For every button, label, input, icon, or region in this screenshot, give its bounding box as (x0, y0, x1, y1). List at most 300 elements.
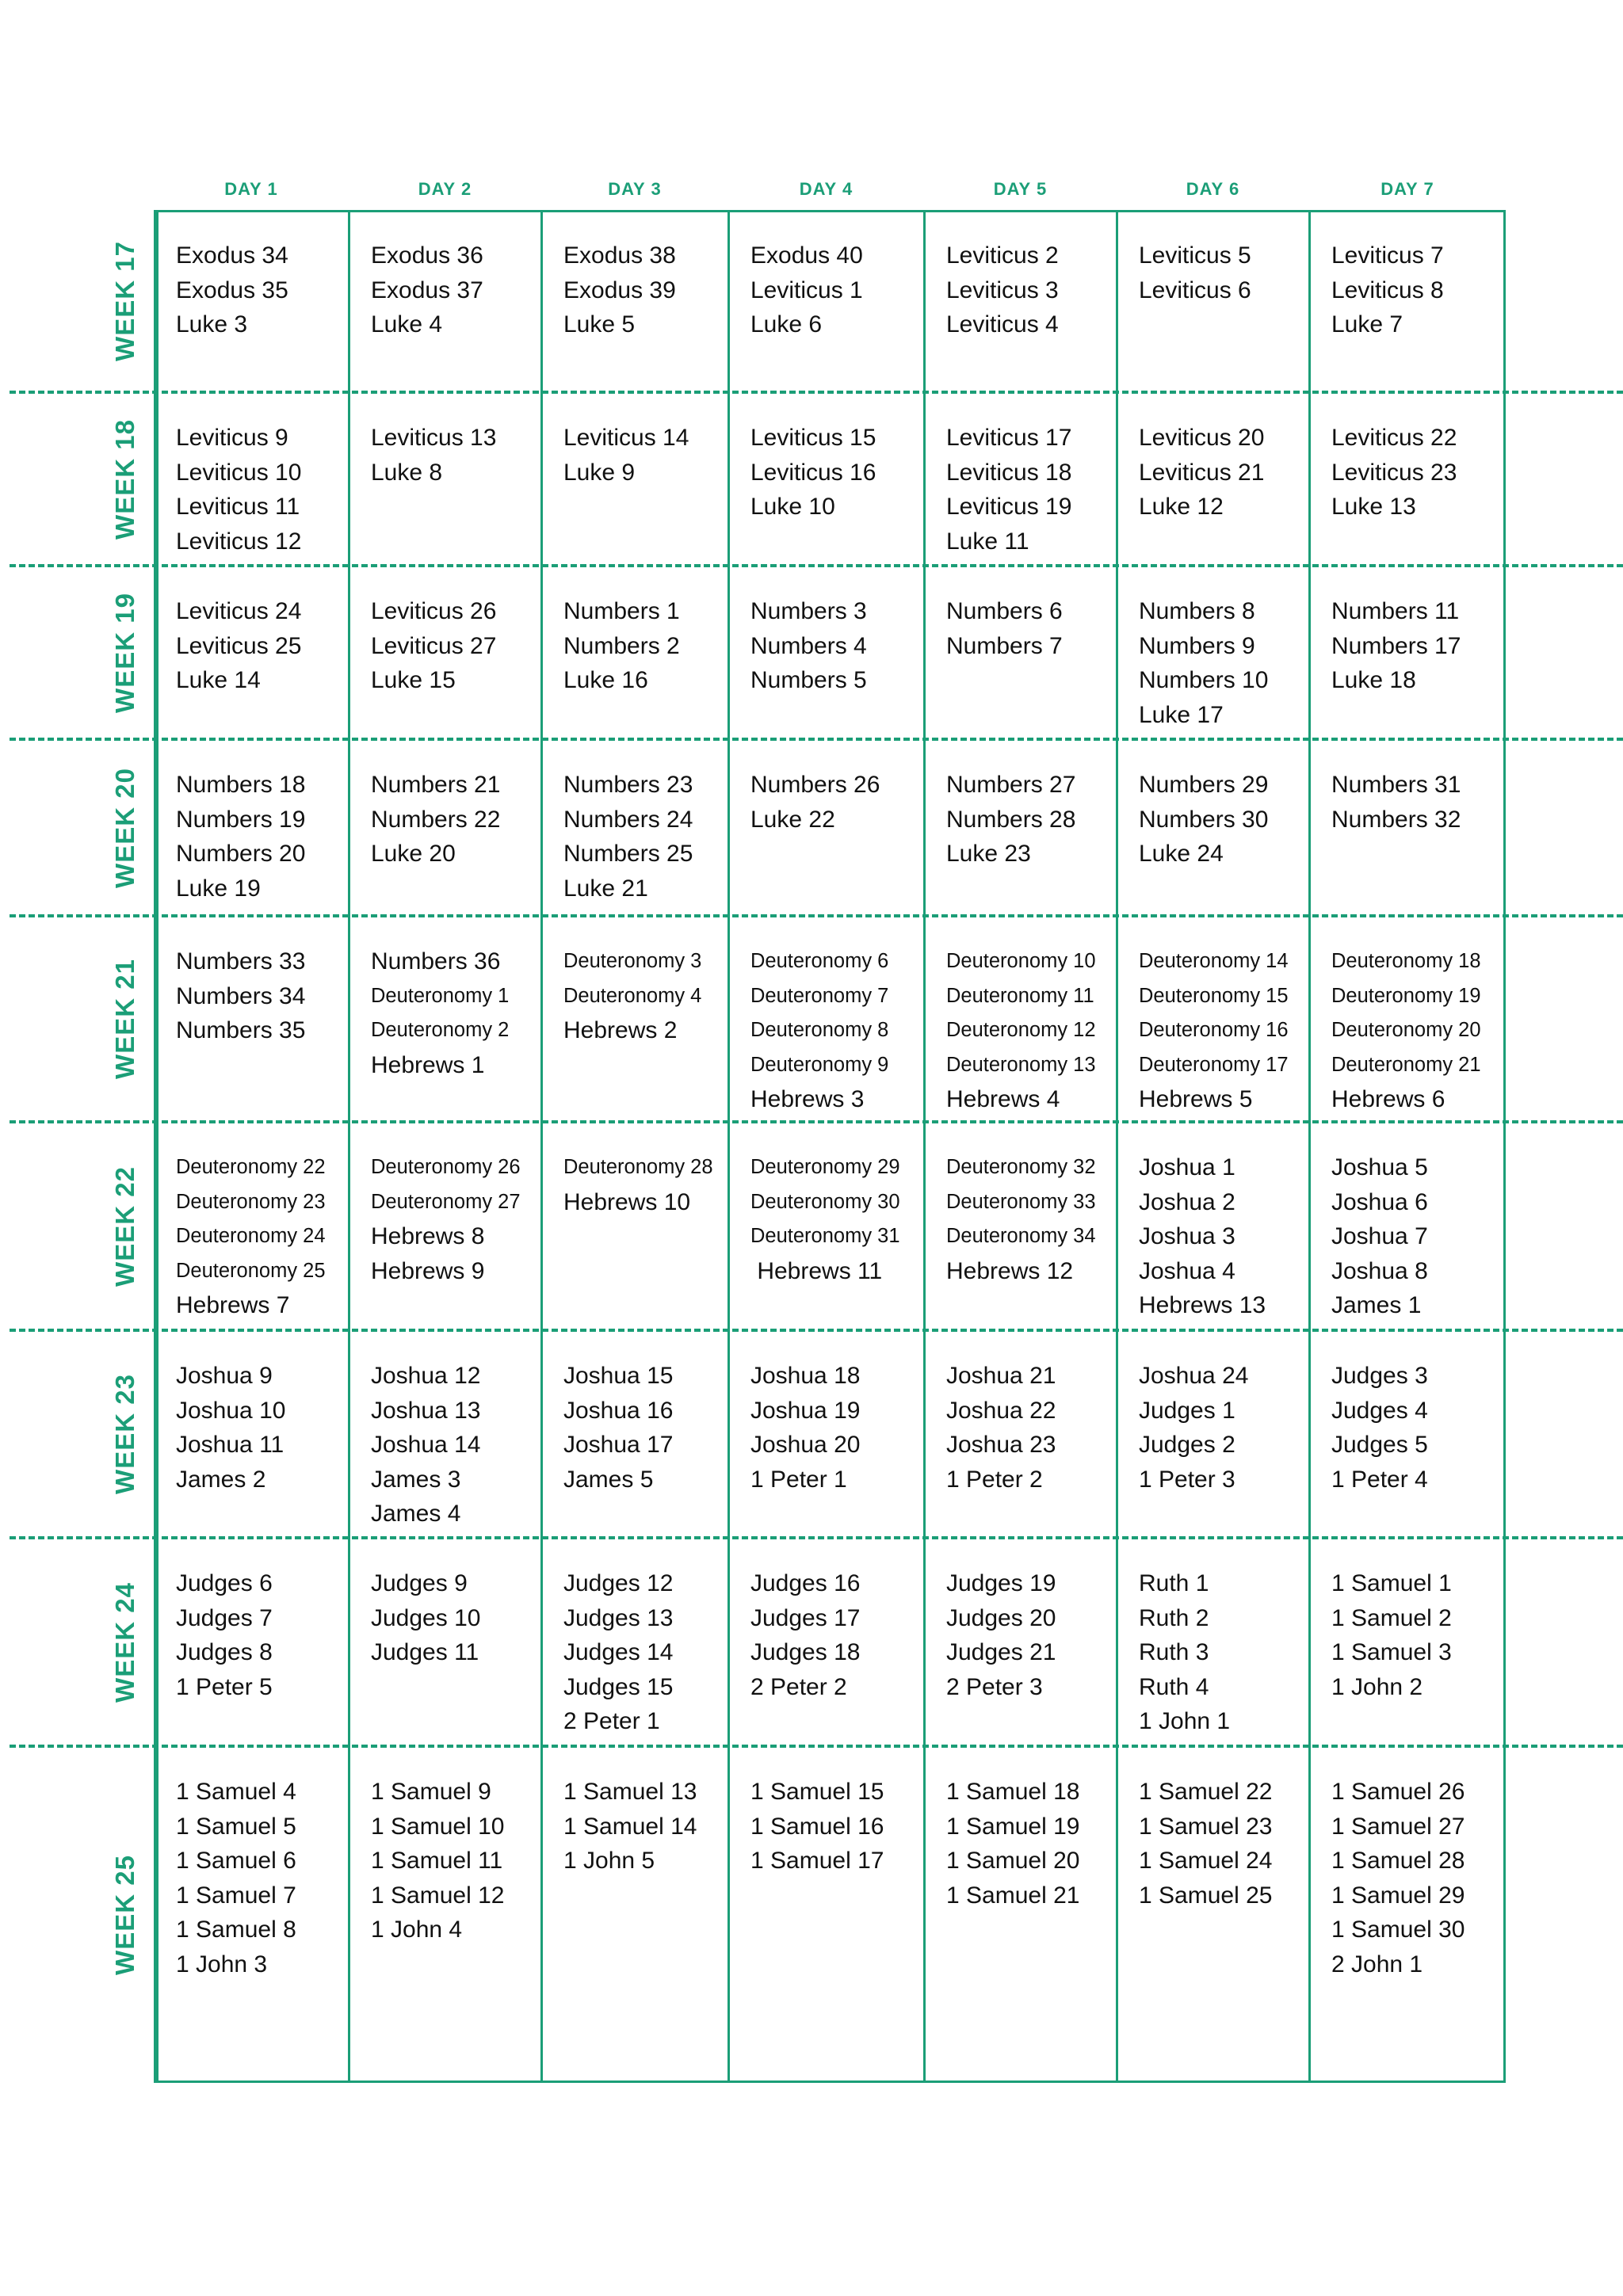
reading-entry: Joshua 7 (1331, 1223, 1428, 1249)
reading-entry: 1 Samuel 25 (1139, 1882, 1273, 1909)
reading-entry: Leviticus 5 (1139, 242, 1251, 269)
reading-entry: 1 Samuel 22 (1139, 1779, 1273, 1805)
reading-entry: Numbers 19 (176, 806, 306, 833)
reading-entry: 1 Samuel 26 (1331, 1779, 1465, 1805)
reading-entry: Luke 21 (563, 875, 648, 902)
day-cell (750, 1359, 921, 1497)
reading-entry: Joshua 13 (371, 1397, 481, 1424)
reading-entry: Numbers 2 (563, 632, 680, 659)
reading-entry: Joshua 18 (750, 1363, 861, 1389)
reading-entry: Numbers 22 (371, 806, 501, 833)
reading-entry: Joshua 15 (563, 1363, 674, 1389)
reading-entry: Deuteronomy 13 (946, 1053, 1096, 1076)
reading-entry: Leviticus 8 (1331, 277, 1444, 303)
reading-entry: Luke 6 (750, 311, 823, 338)
column-divider (348, 210, 350, 2083)
reading-entry: Exodus 34 (176, 242, 288, 269)
day-cell (371, 944, 538, 1082)
reading-entry: Numbers 28 (946, 806, 1076, 833)
day-cell (946, 944, 1113, 1117)
reading-entry: Judges 15 (563, 1673, 674, 1700)
day-header-6: DAY 6 (1186, 179, 1240, 199)
reading-entry: 1 Peter 4 (1331, 1466, 1428, 1493)
reading-entry: Deuteronomy 3 (563, 950, 702, 972)
reading-entry: 1 Samuel 18 (946, 1779, 1080, 1805)
day-cell (946, 1359, 1113, 1497)
day-cell (563, 768, 725, 906)
day-cell (1331, 944, 1503, 1117)
reading-entry: Deuteronomy 31 (750, 1225, 900, 1247)
day-cell (371, 1359, 538, 1531)
reading-entry: Deuteronomy 28 (563, 1156, 713, 1178)
day-cell (1139, 944, 1306, 1117)
reading-entry: Judges 13 (563, 1604, 674, 1631)
reading-entry: Numbers 3 (750, 598, 867, 624)
week-label-text: WEEK 21 (110, 959, 139, 1079)
reading-entry: Judges 4 (1331, 1397, 1428, 1424)
reading-entry: Judges 18 (750, 1639, 861, 1665)
reading-entry: Exodus 35 (176, 277, 288, 303)
day-cell (563, 1150, 725, 1219)
reading-entry: Leviticus 3 (946, 277, 1059, 303)
day-cell (946, 421, 1113, 559)
week-divider (10, 1745, 1623, 1748)
reading-entry: Joshua 24 (1139, 1363, 1249, 1389)
reading-entry: Joshua 9 (176, 1363, 273, 1389)
reading-entry: Luke 20 (371, 841, 456, 867)
reading-entry: James 1 (1331, 1292, 1422, 1318)
week-label-text: WEEK 20 (110, 767, 139, 888)
reading-entry: 1 John 5 (563, 1848, 655, 1874)
reading-entry: Joshua 20 (750, 1432, 861, 1458)
reading-entry: Judges 12 (563, 1570, 674, 1596)
day-cell (750, 1775, 921, 1878)
reading-entry: Luke 4 (371, 311, 443, 338)
reading-entry: Luke 15 (371, 667, 456, 693)
reading-entry: Deuteronomy 19 (1331, 984, 1481, 1007)
day-cell (563, 1566, 725, 1739)
day-cell (176, 1359, 346, 1497)
reading-entry: Deuteronomy 1 (371, 984, 510, 1007)
week-divider (10, 1120, 1623, 1123)
reading-entry: Hebrews 3 (750, 1086, 865, 1112)
day-cell (1139, 421, 1306, 524)
reading-entry: Luke 24 (1139, 841, 1224, 867)
day-cell (1331, 768, 1503, 837)
reading-entry: Hebrews 10 (563, 1188, 691, 1215)
reading-entry: 1 Samuel 7 (176, 1882, 296, 1909)
reading-entry: Luke 12 (1139, 494, 1224, 520)
reading-entry: Hebrews 12 (946, 1257, 1074, 1284)
reading-entry: James 3 (371, 1466, 461, 1493)
reading-entry: Leviticus 21 (1139, 459, 1265, 486)
day-cell (750, 238, 921, 342)
day-cell (1139, 1775, 1306, 1913)
reading-entry: Exodus 37 (371, 277, 483, 303)
week-label-text: WEEK 17 (110, 241, 139, 361)
day-cell (176, 944, 346, 1048)
reading-entry: 1 Samuel 11 (371, 1848, 503, 1874)
reading-entry: Ruth 3 (1139, 1639, 1209, 1665)
day-cell (371, 768, 538, 871)
reading-entry: Leviticus 27 (371, 632, 497, 659)
reading-entry: Deuteronomy 17 (1139, 1053, 1289, 1076)
reading-entry: 1 Samuel 24 (1139, 1848, 1273, 1874)
reading-entry: 1 Samuel 12 (371, 1882, 505, 1909)
reading-entry: Luke 14 (176, 667, 261, 693)
reading-entry: Joshua 8 (1331, 1257, 1428, 1284)
reading-entry: 1 Samuel 8 (176, 1917, 296, 1943)
week-divider (10, 914, 1623, 917)
reading-entry: Leviticus 24 (176, 598, 302, 624)
reading-entry: 2 John 1 (1331, 1951, 1423, 1978)
reading-entry: Hebrews 9 (371, 1257, 485, 1284)
week-divider (10, 1329, 1623, 1332)
reading-entry: Luke 3 (176, 311, 248, 338)
reading-entry: 2 Peter 1 (563, 1708, 660, 1734)
reading-entry: Luke 9 (563, 459, 636, 486)
day-cell (1331, 1566, 1503, 1704)
reading-entry: Numbers 33 (176, 948, 306, 974)
reading-entry: Hebrews 1 (371, 1051, 485, 1078)
reading-entry: 1 Samuel 19 (946, 1813, 1080, 1840)
day-cell (371, 1566, 538, 1670)
reading-entry: 1 Samuel 2 (1331, 1604, 1452, 1631)
reading-entry: 1 Samuel 15 (750, 1779, 884, 1805)
reading-entry: Joshua 23 (946, 1432, 1056, 1458)
reading-entry: Numbers 23 (563, 772, 693, 798)
reading-entry: Leviticus 14 (563, 425, 689, 451)
reading-entry: Leviticus 4 (946, 311, 1059, 338)
reading-entry: Judges 16 (750, 1570, 861, 1596)
week-divider (10, 391, 1623, 394)
reading-entry: Numbers 31 (1331, 772, 1461, 798)
reading-entry: Luke 23 (946, 841, 1031, 867)
reading-entry: Judges 6 (176, 1570, 273, 1596)
reading-entry: Judges 5 (1331, 1432, 1428, 1458)
reading-entry: Deuteronomy 23 (176, 1190, 326, 1213)
column-divider (1116, 210, 1118, 2083)
reading-entry: Exodus 38 (563, 242, 676, 269)
reading-entry: Joshua 21 (946, 1363, 1056, 1389)
day-cell (1139, 594, 1306, 732)
reading-entry: 1 Samuel 17 (750, 1848, 884, 1874)
reading-entry: 1 Peter 2 (946, 1466, 1043, 1493)
reading-entry: Numbers 25 (563, 841, 693, 867)
reading-entry: Numbers 24 (563, 806, 693, 833)
reading-entry: Judges 17 (750, 1604, 861, 1631)
reading-entry: Joshua 4 (1139, 1257, 1235, 1284)
reading-entry: Deuteronomy 32 (946, 1156, 1096, 1178)
reading-entry: 1 Peter 5 (176, 1673, 273, 1700)
reading-entry: Deuteronomy 18 (1331, 950, 1481, 972)
day-header-3: DAY 3 (608, 179, 662, 199)
reading-entry: 1 Samuel 23 (1139, 1813, 1273, 1840)
reading-entry: Numbers 5 (750, 667, 867, 693)
reading-entry: Leviticus 18 (946, 459, 1072, 486)
reading-entry: Luke 22 (750, 806, 835, 833)
reading-entry: Hebrews 11 (750, 1257, 883, 1284)
reading-entry: Numbers 21 (371, 772, 501, 798)
day-cell (371, 594, 538, 698)
reading-entry: Leviticus 25 (176, 632, 302, 659)
reading-entry: Deuteronomy 14 (1139, 950, 1289, 972)
week-label-text: WEEK 25 (110, 1854, 139, 1975)
reading-entry: Hebrews 7 (176, 1292, 290, 1318)
reading-entry: Judges 8 (176, 1639, 273, 1665)
day-cell (563, 421, 725, 490)
day-cell (946, 768, 1113, 871)
day-cell (176, 421, 346, 559)
reading-entry: 1 Samuel 16 (750, 1813, 884, 1840)
reading-entry: Deuteronomy 12 (946, 1019, 1096, 1041)
day-cell (176, 594, 346, 698)
day-cell (371, 1775, 538, 1947)
day-header-4: DAY 4 (799, 179, 854, 199)
reading-entry: Luke 7 (1331, 311, 1403, 338)
reading-entry: Deuteronomy 21 (1331, 1053, 1481, 1076)
reading-entry: 1 Samuel 27 (1331, 1813, 1465, 1840)
reading-entry: Numbers 29 (1139, 772, 1269, 798)
reading-entry: Joshua 17 (563, 1432, 674, 1458)
reading-entry: 1 Samuel 10 (371, 1813, 505, 1840)
reading-entry: 1 Samuel 20 (946, 1848, 1080, 1874)
reading-entry: Judges 3 (1331, 1363, 1428, 1389)
reading-entry: Deuteronomy 15 (1139, 984, 1289, 1007)
day-cell (750, 768, 921, 837)
reading-entry: Deuteronomy 29 (750, 1156, 900, 1178)
day-cell (1331, 1359, 1503, 1497)
reading-entry: 1 Peter 1 (750, 1466, 847, 1493)
reading-entry: Numbers 27 (946, 772, 1076, 798)
day-cell (1139, 1359, 1306, 1497)
reading-entry: Judges 19 (946, 1570, 1056, 1596)
day-cell (946, 238, 1113, 342)
week-divider (10, 564, 1623, 567)
week-label-text: WEEK 22 (110, 1165, 139, 1287)
reading-entry: Deuteronomy 24 (176, 1225, 326, 1247)
day-cell (563, 944, 725, 1048)
reading-entry: Numbers 1 (563, 598, 680, 624)
day-cell (371, 238, 538, 342)
reading-entry: Numbers 4 (750, 632, 867, 659)
day-cell (1139, 768, 1306, 871)
reading-entry: Leviticus 12 (176, 528, 302, 555)
day-cell (1139, 1566, 1306, 1739)
week-label-text: WEEK 19 (110, 592, 139, 713)
reading-entry: Leviticus 11 (176, 494, 300, 520)
reading-entry: 1 Samuel 4 (176, 1779, 296, 1805)
reading-entry: Numbers 26 (750, 772, 880, 798)
day-cell (1331, 1775, 1503, 1981)
reading-entry: 1 Samuel 3 (1331, 1639, 1452, 1665)
reading-entry: Deuteronomy 20 (1331, 1019, 1481, 1041)
reading-entry: 2 Peter 2 (750, 1673, 847, 1700)
reading-entry: Leviticus 7 (1331, 242, 1444, 269)
day-cell (1331, 421, 1503, 524)
week-label-text: WEEK 23 (110, 1374, 139, 1494)
reading-entry: Deuteronomy 27 (371, 1190, 521, 1213)
reading-entry: Joshua 12 (371, 1363, 481, 1389)
day-cell (1331, 1150, 1503, 1323)
reading-entry: Luke 18 (1331, 667, 1416, 693)
reading-entry: 1 Samuel 6 (176, 1848, 296, 1874)
reading-entry: Deuteronomy 2 (371, 1019, 510, 1041)
day-cell (1331, 238, 1503, 342)
reading-entry: Ruth 2 (1139, 1604, 1209, 1631)
reading-entry: 1 Samuel 28 (1331, 1848, 1465, 1874)
reading-entry: Numbers 8 (1139, 598, 1255, 624)
reading-entry: Hebrews 2 (563, 1017, 678, 1043)
reading-entry: Joshua 6 (1331, 1188, 1428, 1215)
reading-entry: Deuteronomy 10 (946, 950, 1096, 972)
reading-entry: Luke 13 (1331, 494, 1416, 520)
reading-entry: Joshua 11 (176, 1432, 285, 1458)
reading-entry: Ruth 4 (1139, 1673, 1209, 1700)
reading-entry: Joshua 16 (563, 1397, 674, 1424)
reading-entry: Ruth 1 (1139, 1570, 1209, 1596)
reading-entry: Hebrews 4 (946, 1086, 1060, 1112)
day-cell (750, 1566, 921, 1704)
reading-entry: Judges 9 (371, 1570, 468, 1596)
week-label-text: WEEK 24 (110, 1581, 139, 1703)
reading-entry: 1 John 1 (1139, 1708, 1231, 1734)
reading-entry: Leviticus 20 (1139, 425, 1265, 451)
day-cell (946, 1150, 1113, 1288)
reading-entry: Leviticus 17 (946, 425, 1072, 451)
day-header-5: DAY 5 (993, 179, 1048, 199)
week-label-text: WEEK 18 (110, 418, 139, 540)
reading-entry: Leviticus 6 (1139, 277, 1251, 303)
reading-entry: Judges 2 (1139, 1432, 1235, 1458)
reading-entry: Leviticus 2 (946, 242, 1059, 269)
day-cell (750, 944, 921, 1117)
reading-entry: Numbers 32 (1331, 806, 1461, 833)
reading-entry: 1 Samuel 30 (1331, 1917, 1465, 1943)
day-cell (563, 1775, 725, 1878)
reading-entry: Joshua 14 (371, 1432, 481, 1458)
day-cell (946, 594, 1113, 663)
reading-entry: Leviticus 9 (176, 425, 288, 451)
reading-entry: 1 Samuel 1 (1331, 1570, 1452, 1596)
day-cell (176, 1566, 346, 1704)
column-divider (923, 210, 926, 2083)
reading-entry: 1 John 4 (371, 1917, 463, 1943)
reading-entry: Deuteronomy 11 (946, 984, 1094, 1007)
reading-entry: Leviticus 23 (1331, 459, 1457, 486)
reading-entry: Deuteronomy 7 (750, 984, 889, 1007)
day-header-7: DAY 7 (1381, 179, 1434, 199)
reading-entry: Joshua 3 (1139, 1223, 1235, 1249)
reading-entry: Leviticus 15 (750, 425, 876, 451)
reading-entry: Joshua 1 (1139, 1154, 1235, 1180)
reading-entry: Hebrews 8 (371, 1223, 485, 1249)
reading-entry: 1 Samuel 13 (563, 1779, 697, 1805)
reading-entry: Exodus 39 (563, 277, 676, 303)
reading-entry: Judges 14 (563, 1639, 674, 1665)
reading-entry: Leviticus 22 (1331, 425, 1457, 451)
reading-entry: Judges 7 (176, 1604, 273, 1631)
day-cell (176, 1775, 346, 1981)
reading-entry: Luke 8 (371, 459, 443, 486)
reading-entry: James 2 (176, 1466, 266, 1493)
day-cell (1139, 238, 1306, 307)
reading-entry: Numbers 10 (1139, 667, 1269, 693)
reading-entry: Numbers 30 (1139, 806, 1269, 833)
reading-entry: 1 John 3 (176, 1951, 268, 1978)
reading-entry: Luke 11 (946, 528, 1029, 555)
reading-entry: Judges 11 (371, 1639, 479, 1665)
reading-entry: Deuteronomy 9 (750, 1053, 889, 1076)
reading-entry: 1 John 2 (1331, 1673, 1423, 1700)
day-cell (946, 1775, 1113, 1913)
day-cell (1139, 1150, 1306, 1323)
reading-entry: Leviticus 10 (176, 459, 302, 486)
week-divider (10, 1536, 1623, 1539)
day-cell (176, 1150, 346, 1323)
reading-entry: 1 Samuel 5 (176, 1813, 296, 1840)
week-divider (10, 738, 1623, 741)
reading-entry: Leviticus 13 (371, 425, 497, 451)
reading-entry: 1 Samuel 29 (1331, 1882, 1465, 1909)
day-cell (750, 594, 921, 698)
reading-entry: Numbers 9 (1139, 632, 1255, 659)
day-header-2: DAY 2 (418, 179, 472, 199)
reading-entry: Judges 21 (946, 1639, 1056, 1665)
day-cell (750, 1150, 921, 1288)
reading-entry: Deuteronomy 6 (750, 950, 889, 972)
reading-entry: Numbers 35 (176, 1017, 306, 1043)
reading-entry: Numbers 17 (1331, 632, 1461, 659)
reading-entry: 1 Peter 3 (1139, 1466, 1235, 1493)
reading-entry: Judges 10 (371, 1604, 481, 1631)
reading-entry: Hebrews 13 (1139, 1292, 1266, 1318)
reading-entry: 1 Samuel 9 (371, 1779, 491, 1805)
reading-entry: Deuteronomy 34 (946, 1225, 1096, 1247)
reading-entry: Hebrews 6 (1331, 1086, 1445, 1112)
reading-entry: Numbers 11 (1331, 598, 1460, 624)
reading-entry: Joshua 19 (750, 1397, 861, 1424)
reading-entry: Deuteronomy 30 (750, 1190, 900, 1213)
day-cell (371, 421, 538, 490)
reading-entry: Numbers 7 (946, 632, 1063, 659)
reading-entry: James 4 (371, 1501, 461, 1527)
reading-entry: Deuteronomy 8 (750, 1019, 889, 1041)
reading-entry: Deuteronomy 22 (176, 1156, 326, 1178)
reading-entry: Numbers 36 (371, 948, 501, 974)
reading-entry: Exodus 36 (371, 242, 483, 269)
reading-entry: Exodus 40 (750, 242, 863, 269)
reading-entry: 2 Peter 3 (946, 1673, 1043, 1700)
day-header-1: DAY 1 (224, 179, 278, 199)
reading-entry: Joshua 2 (1139, 1188, 1235, 1215)
reading-entry: Luke 10 (750, 494, 835, 520)
day-cell (176, 768, 346, 906)
reading-entry: Deuteronomy 25 (176, 1259, 326, 1282)
day-cell (563, 238, 725, 342)
reading-entry: 1 Samuel 21 (946, 1882, 1080, 1909)
day-cell (750, 421, 921, 524)
day-cell (371, 1150, 538, 1288)
column-divider (540, 210, 543, 2083)
reading-entry: Judges 20 (946, 1604, 1056, 1631)
reading-entry: Joshua 22 (946, 1397, 1056, 1424)
reading-entry: Leviticus 19 (946, 494, 1072, 520)
reading-entry: Luke 17 (1139, 701, 1224, 728)
reading-entry: Numbers 34 (176, 982, 306, 1009)
reading-entry: Hebrews 5 (1139, 1086, 1253, 1112)
reading-entry: Joshua 5 (1331, 1154, 1428, 1180)
